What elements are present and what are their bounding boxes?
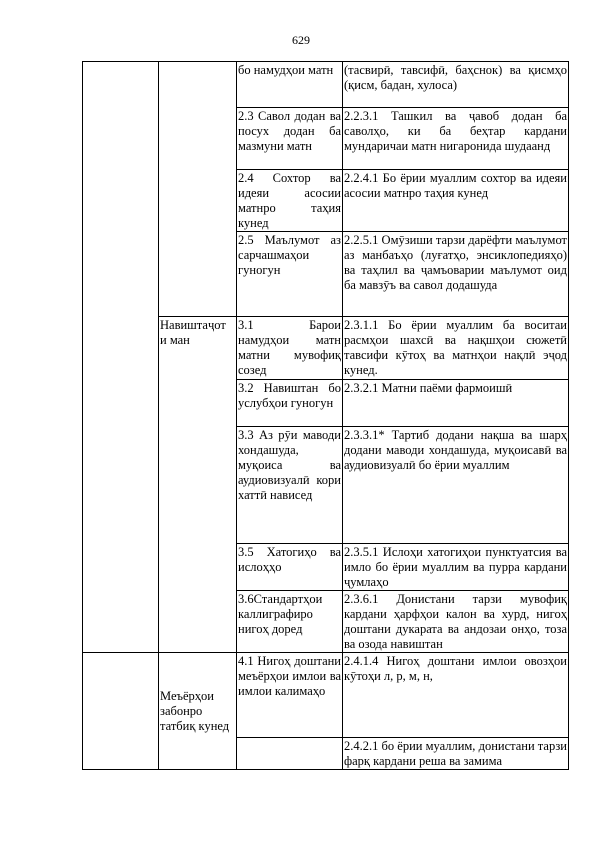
objective-cell: (тасвирӣ, тавсифӣ, баҳснок) ва қисмҳо (қисм, бадан, хулоса) (343, 62, 569, 108)
section-cell (159, 62, 237, 317)
curriculum-table (82, 61, 569, 770)
table-row (83, 62, 569, 108)
strand-cell (83, 62, 159, 653)
objective-cell: 2.2.5.1 Омӯзиши тарзи дарёфти маълумот аз манбаъҳо (луғатҳо, энсиклопедияҳо) ва таҳлил ва ҷамъоварии маълумот оид ба мавзӯъ ва савол додашуда (343, 232, 569, 317)
topic-cell: 4.1 Нигоҳ доштани меъёрҳои имлои ва имлои калимаҳо (237, 653, 343, 738)
topic-cell: 2.4 Сохтор ва идеяи асосии матнро таҳия кунед (238, 171, 341, 230)
page-number: 629 (292, 33, 310, 47)
objective-cell: 2.3.5.1 Ислоҳи хатогиҳои пунктуатсия ва имло бо ёрии муаллим ва пурра кардани ҷумлаҳо (344, 545, 567, 589)
objective-cell: 2.4.2.1 бо ёрии муаллим, донистани тарзи фарқ кардани реша ва замима (344, 739, 567, 768)
objective-cell: 2.2.4.1 Бо ёрии муаллим сохтор ва идеяи асосии матнро таҳия кунед (343, 170, 569, 232)
topic-cell: 3.1 Барои намудҳои матн матни мувофиқ созед (237, 317, 343, 380)
objective-cell: 2.2.3.1 Ташкил ва ҷавоб додан ба саволҳо, ки ба беҳтар кардани мундаричаи матн нигаронида шудаанд (343, 108, 569, 170)
table-row (83, 653, 569, 738)
objective-cell: 2.3.3.1* Тартиб додани нақша ва шарҳ додани маводи хондашуда, муқоисавӣ ва аудиовизуалӣ бо ёрии муаллим (343, 427, 569, 544)
topic-cell (237, 738, 343, 770)
objective-cell: 2.3.1.1 Бо ёрии муаллим ба воситаи расмҳои шахсӣ ва нақшҳои сюжетӣ тавсифи кӯтоҳ ва матнҳои нақлӣ эҷод кунед. (343, 317, 569, 380)
section-cell: Навиштаҷот и ман (159, 317, 237, 653)
objective-cell: 2.3.2.1 Матни паёми фармоишӣ (343, 380, 569, 427)
topic-cell: 3.2 Навиштан бо услубҳои гуногун (237, 380, 343, 427)
topic-cell: 3.6Стандартҳои каллиграфиро нигоҳ доред (237, 591, 343, 653)
section-cell: Меъёрҳои забонро татбиқ кунед (159, 653, 237, 770)
objective-cell: 2.4.1.4 Нигоҳ доштани имлои овозҳои кӯтоҳи л, р, м, н, (343, 653, 569, 738)
topic-cell: 2.5 Маълумот аз сарчашмаҳои гуногун (237, 232, 343, 317)
topic-cell: 2.3 Савол додан ва посух додан ба мазмуни матн (237, 108, 343, 170)
topic-cell: 3.5 Хатогиҳо ва ислоҳҳо (237, 544, 343, 591)
topic-cell: бо намудҳои матн (237, 62, 343, 108)
strand-cell (83, 653, 159, 770)
topic-cell: 3.3 Аз рӯи маводи хондашуда, муқоиса ва аудиовизуалӣ кори хаттӣ нависед (237, 427, 343, 544)
objective-cell: 2.3.6.1 Донистани тарзи мувофиқ кардани ҳарфҳои калон ва хурд, нигоҳ доштани дукарата ва андозаи онҳо, тоза ва озода навиштан (344, 592, 567, 651)
